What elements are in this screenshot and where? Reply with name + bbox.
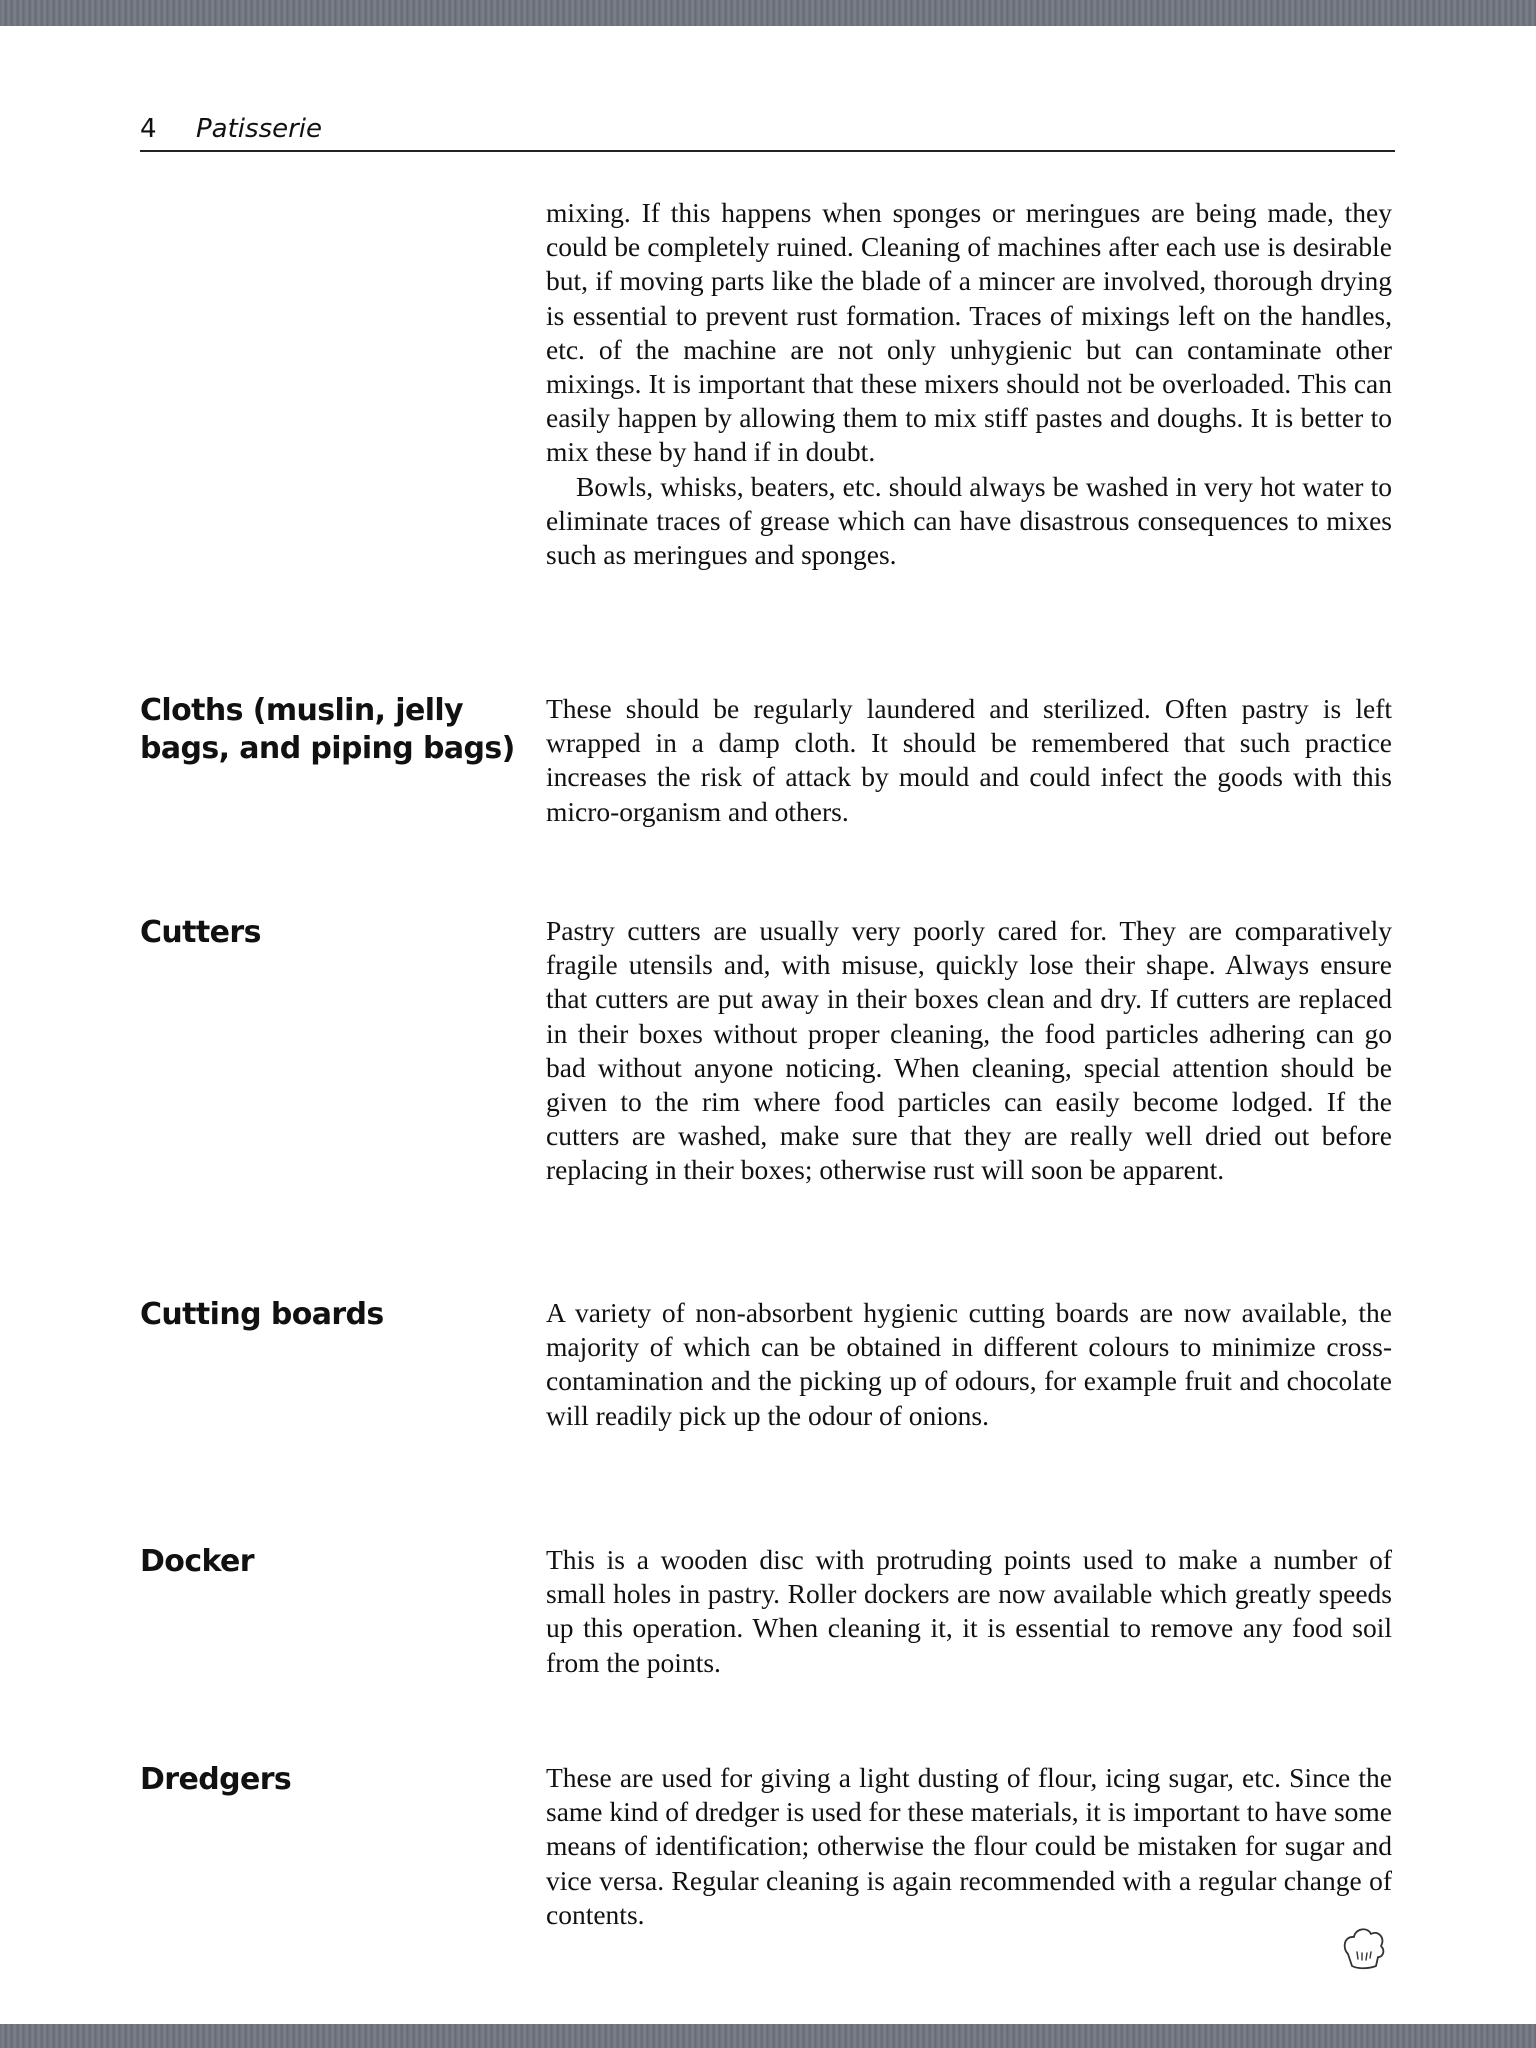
entry-text: These are used for giving a light dusting of flour, icing sugar, etc. Since the same kind of dredger is used for these materials, it is important to have some means of identification; otherwise the flour could be mistaken for sugar and vice versa. Regular cleaning is again recommended with a regular change of contents. — [546, 1762, 1392, 1930]
viewer-frame-top — [0, 0, 1536, 26]
entry-text: Pastry cutters are usually very poorly cared for. They are comparatively fragile utensils and, with misuse, quickly lose their shape. Always ensure that cutters are put away in their boxes clean and dry. If cutters are replaced in their boxes without proper cleaning, the food particles adhering can go bad without anyone noticing. When cleaning, special attention should be given to the rim where food particles can easily become lodged. If the cutters are washed, make sure that they are really well dried out before replacing in their boxes; otherwise rust will soon be apparent. — [546, 915, 1392, 1186]
entry-heading: Dredgers — [140, 1762, 292, 1797]
chef-hat-icon — [1340, 1924, 1388, 1970]
entry-text: A variety of non-absorbent hygienic cutting boards are now available, the majority of which can be obtained in different colours to minimize cross-contamination and the picking up of odours, for example fruit and chocolate will readily pick up the odour of onions. — [546, 1297, 1392, 1431]
intro-paragraph-2: Bowls, whisks, beaters, etc. should always be washed in very hot water to eliminate traces of grease which can have disastrous consequences to mixes such as meringues and sponges. — [546, 470, 1392, 571]
entry-heading: Docker — [140, 1544, 254, 1579]
intro-paragraph-1: mixing. If this happens when sponges or meringues are being made, they could be completely ruined. Cleaning of machines after each use is desirable but, if moving parts like the blade of a mincer are involved, thorough drying is essential to prevent rust formation. Traces of mixings left on the handles, etc. of the machine are not only unhygienic but can contaminate other mixings. It is important that these mixers should not be overloaded. This can easily happen by allowing them to mix stiff pastes and doughs. It is better to mix these by hand if in doubt. — [546, 197, 1392, 468]
viewer-frame-bottom — [0, 2024, 1536, 2048]
entry-heading: Cutting boards — [140, 1297, 384, 1332]
entry-text: These should be regularly laundered and sterilized. Often pastry is left wrapped in a damp cloth. It should be remembered that such practice increases the risk of attack by mould and could infect the goods with this micro-organism and others. — [546, 693, 1392, 827]
book-title: Patisserie — [196, 114, 323, 144]
header-rule — [140, 150, 1395, 152]
intro-section — [546, 196, 1392, 572]
entry-heading: Cloths (muslin, jelly bags, and piping bags) — [140, 693, 515, 766]
page-number: 4 — [140, 114, 157, 144]
entry-text: This is a wooden disc with protruding points used to make a number of small holes in pastry. Roller dockers are now available which greatly speeds up this operation. When cleaning it, it is essential to remove any food soil from the points. — [546, 1544, 1392, 1678]
entry-heading: Cutters — [140, 915, 261, 950]
running-header — [140, 112, 1395, 152]
